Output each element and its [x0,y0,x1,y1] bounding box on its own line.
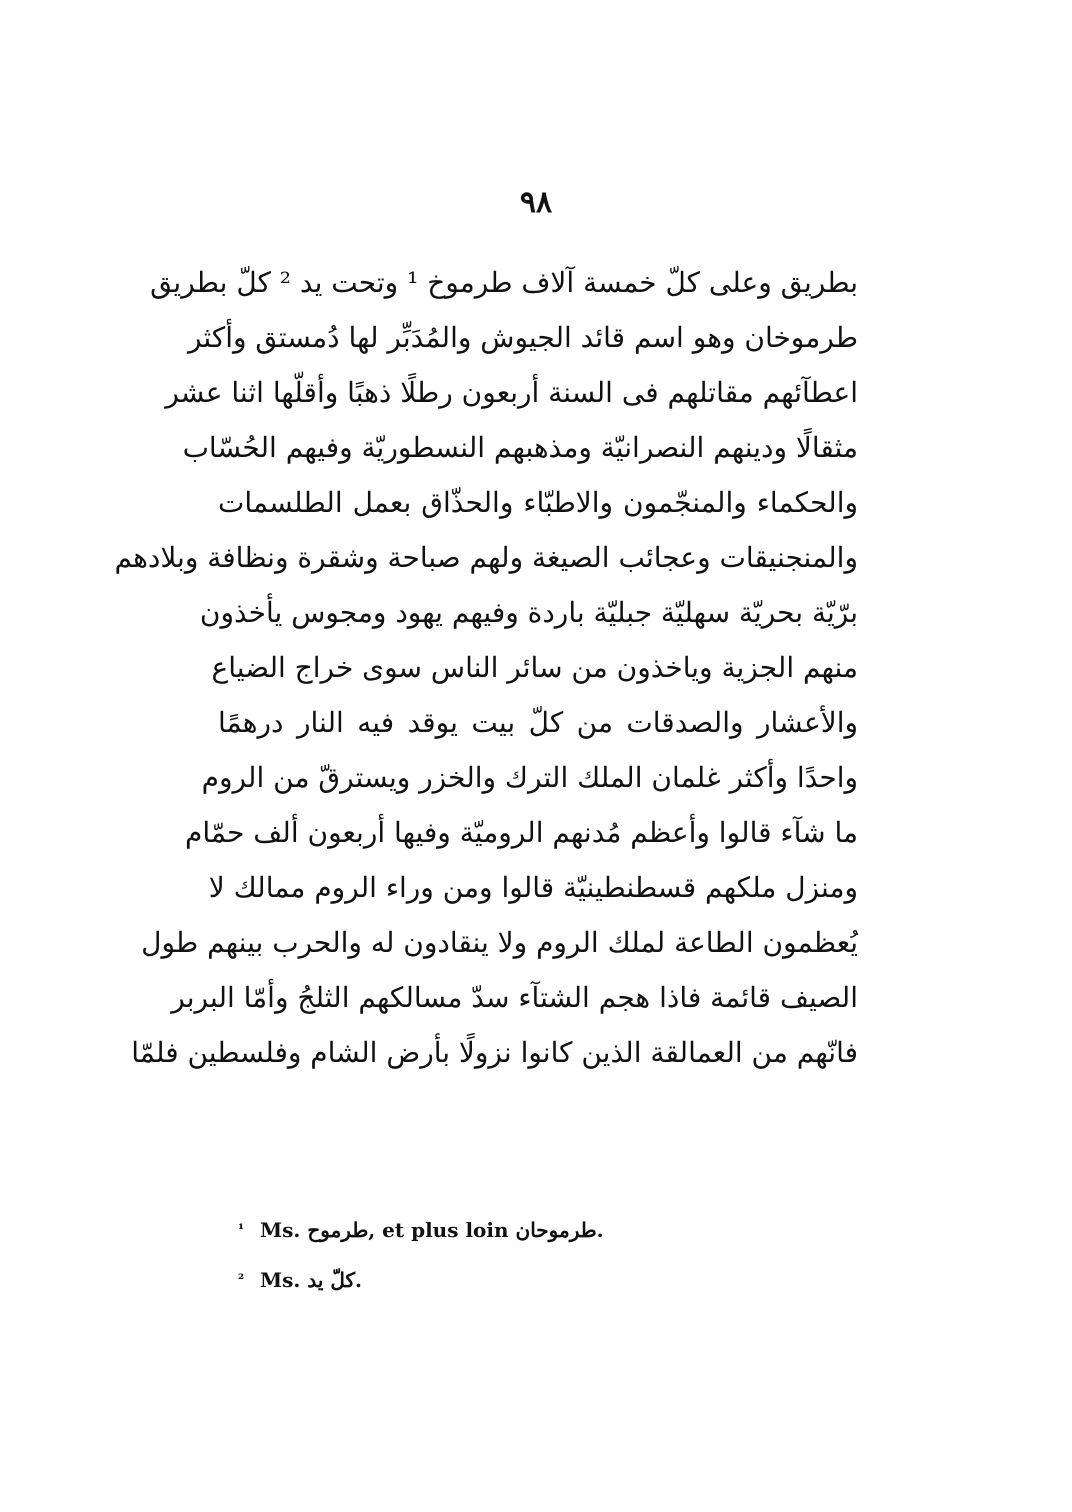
page-number: ٩٨ [519,185,553,220]
text-line: برّيّة بحريّة سهليّة جبليّة باردة وفيهم يهود ومجوس يأخذون [199,596,858,629]
text-line: يُعظمون الطاعة لملك الروم ولا ينقادون له والحرب بينهم طول [141,926,858,959]
footnote-marker: ¹ [238,1222,245,1238]
text-line: ومنزل ملكهم قسطنطينيّة قالوا ومن وراء الروم ممالك لا [208,871,858,904]
text-line: والأعشار والصدقات من كلّ بيت يوقد فيه النار درهمًا [218,706,858,739]
footnote-text: Ms. طرموح, et plus loin طرموحان. [260,1218,604,1242]
footnote-1 [238,1205,758,1255]
text-line: والمنجنيقات وعجائب الصيغة ولهم صباحة وشقرة ونظافة وبلادهم [114,541,858,574]
body-text [114,255,858,1080]
text-line: الصيف قائمة فاذا هجم الشتآء سدّ مسالكهم الثلجُ وأمّا البربر [171,981,858,1014]
text-line: بطريق وعلى كلّ خمسة آلاف طرموخ ¹ وتحت يد ² كلّ بطريق [150,266,858,299]
text-line: فانّهم من العمالقة الذين كانوا نزولًا بأرض الشام وفلسطين فلمّا [131,1036,858,1069]
text-line: اعطآئهم مقاتلهم فى السنة أربعون رطلًا ذهبًا وأقلّها اثنا عشر [165,376,858,409]
footnote-marker: ² [238,1272,245,1288]
text-line: واحدًا وأكثر غلمان الملك الترك والخزر ويسترقّ من الروم [201,761,858,794]
text-line: مثقالًا ودينهم النصرانيّة ومذهبهم النسطوريّة وفيهم الحُسّاب [182,431,858,464]
footnotes [238,1205,758,1305]
text-line: طرموخان وهو اسم قائد الجيوش والمُدَبِّر لها دُمستق وأكثر [187,321,858,354]
footnote-2 [238,1255,758,1305]
text-line: والحكماء والمنجّمون والاطبّاء والحذّاق بعمل الطلسمات [218,486,858,519]
footnote-text: Ms. كلّ يد. [260,1268,362,1292]
text-line: ما شآء قالوا وأعظم مُدنهم الروميّة وفيها أربعون ألف حمّام [185,816,858,849]
text-line: منهم الجزية وياخذون من سائر الناس سوى خراج الضياع [211,651,858,684]
